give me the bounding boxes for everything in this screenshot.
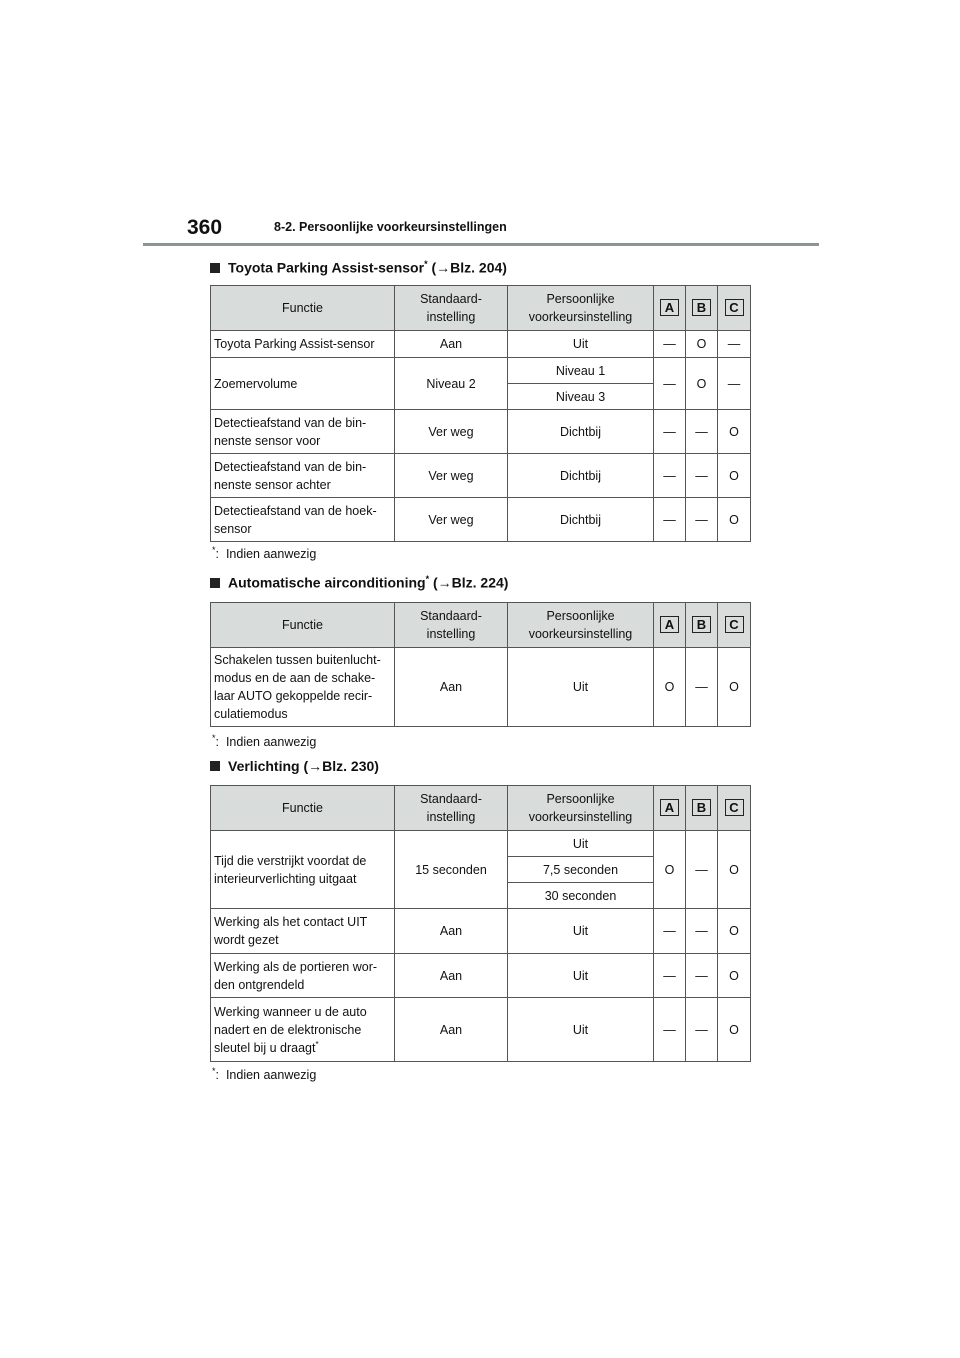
section-title-verlichting: Verlichting (→Blz. 230) [210,758,379,774]
page-header [143,212,819,246]
a-box-icon: A [660,299,679,316]
header-a [654,286,686,331]
footnote: *: Indien aanwezig [212,1066,317,1083]
a-box-icon: A [660,616,679,633]
table-row: Zoemervolume Niveau 2 Niveau 1 — O — [211,358,751,384]
airconditioning-table: Functie Standaard- instelling Persoonlijke voorkeursinstelling A B C Schakelen tussen buitenlucht- modus en de aan de schake- laar AUTO gekoppelde recir- culatiemodus Aan Uit O — O [210,602,751,727]
section-title-airconditioning: Automatische airconditioning* (→Blz. 224) [210,574,508,591]
page-number: 360 [187,216,223,239]
square-bullet-icon [210,761,220,771]
c-box-icon: C [725,799,744,816]
square-bullet-icon [210,578,220,588]
footnote: *: Indien aanwezig [212,733,317,750]
square-bullet-icon [210,263,220,273]
c-box-icon: C [725,299,744,316]
a-box-icon: A [660,799,679,816]
c-box-icon: C [725,616,744,633]
b-box-icon: B [692,299,711,316]
footnote: *: Indien aanwezig [212,545,317,562]
header-functie: Functie [211,286,395,331]
b-box-icon: B [692,616,711,633]
table-row: Detectieafstand van de bin- nenste sensor voor Ver weg Dichtbij — — O [211,410,751,454]
parking-assist-table: Functie Standaard- instelling Persoonlijke voorkeursinstelling A B C Toyota Parking Assist-sensor Aan Uit — O — Zoemervolume Niveau 2 Niveau 1 — O — Niveau 3 Detectieafstand van de bin- nenste sensor voor Ver weg Dichtbij — — O Detectieafstand van de bin- nenste sensor achter Ver weg Dichtbij — — O Detectieafstand van de hoek- sensor Ver weg Dichtbij — — O [210,285,751,542]
header-standaard: Standaard- instelling [395,286,508,331]
table-row: Werking als het contact UIT wordt gezet Aan Uit — — O [211,909,751,954]
table-row: Detectieafstand van de bin- nenste sensor achter Ver weg Dichtbij — — O [211,454,751,498]
verlichting-table: Functie Standaard- instelling Persoonlijke voorkeursinstelling A B C Tijd die verstrijkt voordat de interieurverlichting uitgaat 15 seconden Uit O — O 7,5 seconden 30 seconden Werking als het contact UIT wordt gezet Aan Uit — — O Werking als de portieren wor- den ontgrendeld Aan Uit — — O Werking wanneer u de auto nadert en de elektronische sleutel bij u draagt* Aan Uit — — O [210,785,751,1062]
b-box-icon: B [692,799,711,816]
header-persoonlijk: Persoonlijke voorkeursinstelling [508,286,654,331]
table-row: Detectieafstand van de hoek- sensor Ver weg Dichtbij — — O [211,498,751,542]
header-b [686,286,718,331]
header-rule [143,243,819,246]
table-row: Werking als de portieren wor- den ontgrendeld Aan Uit — — O [211,954,751,998]
table-row: Tijd die verstrijkt voordat de interieurverlichting uitgaat 15 seconden Uit O — O [211,831,751,857]
table-row: Toyota Parking Assist-sensor Aan Uit — O — [211,331,751,358]
table-row: Schakelen tussen buitenlucht- modus en de aan de schake- laar AUTO gekoppelde recir- culatiemodus Aan Uit O — O [211,648,751,727]
table-row: Werking wanneer u de auto nadert en de elektronische sleutel bij u draagt* Aan Uit — — O [211,998,751,1062]
header-c [718,286,751,331]
chapter-title: 8-2. Persoonlijke voorkeursinstellingen [274,220,507,234]
section-title-parking-assist: Toyota Parking Assist-sensor* (→Blz. 204) [210,259,507,276]
